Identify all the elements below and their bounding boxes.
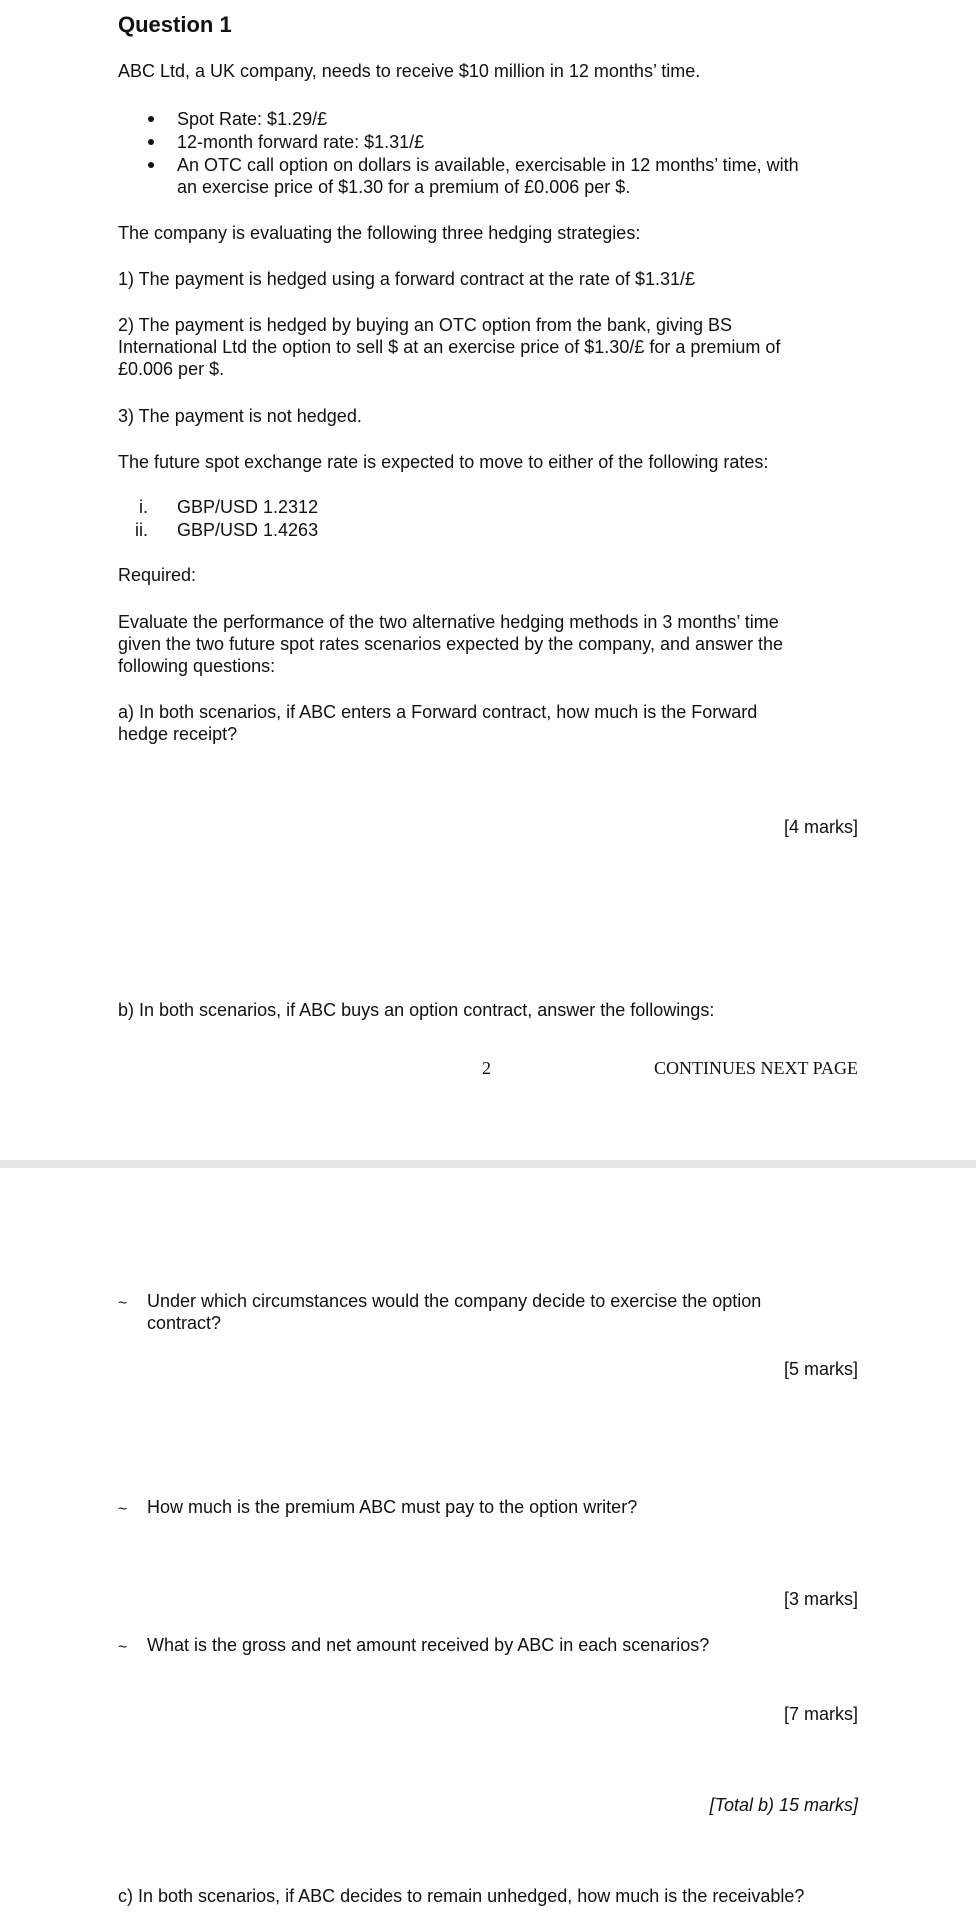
rate-number: i. xyxy=(139,497,148,517)
page-number: 2 xyxy=(482,1058,491,1078)
required-heading: Required: xyxy=(118,565,197,585)
bullet-otc-option-cont: an exercise price of $1.30 for a premium of £0.006 per $. xyxy=(177,177,631,197)
question-a-line-1: a) In both scenarios, if ABC enters a Forward contract, how much is the Forward xyxy=(118,702,758,722)
strategy-1: 1) The payment is hedged using a forward contract at the rate of $1.31/£ xyxy=(118,269,696,289)
rate-number: ii. xyxy=(135,520,148,540)
sub-question-2: How much is the premium ABC must pay to the option writer? xyxy=(147,1497,638,1517)
bullet-forward-rate: 12-month forward rate: $1.31/£ xyxy=(177,132,425,152)
marks-1: [5 marks] xyxy=(783,1359,858,1379)
question-title: Question 1 xyxy=(118,12,232,37)
marks-3: [7 marks] xyxy=(783,1704,858,1724)
bullet-dot xyxy=(148,162,154,168)
question-c: c) In both scenarios, if ABC decides to remain unhedged, how much is the receivable? xyxy=(118,1886,805,1906)
strategy-2-line-3: £0.006 per $. xyxy=(118,359,225,379)
strategy-2-line-1: 2) The payment is hedged by buying an OTC option from the bank, giving BS xyxy=(118,315,733,335)
marks-2: [3 marks] xyxy=(783,1589,858,1609)
question-b: b) In both scenarios, if ABC buys an option contract, answer the followings: xyxy=(118,1000,715,1020)
strategies-intro: The company is evaluating the following three hedging strategies: xyxy=(118,223,641,243)
tilde-bullet: ~ xyxy=(118,1295,128,1312)
strategy-2-line-2: International Ltd the option to sell $ at an exercise price of $1.30/£ for a premium of xyxy=(118,337,781,357)
tilde-bullet: ~ xyxy=(118,1501,128,1518)
sub-question-1-line-2: contract? xyxy=(147,1313,222,1333)
total-b-marks: [Total b) 15 marks] xyxy=(709,1795,858,1815)
continues-next-page: CONTINUES NEXT PAGE xyxy=(653,1058,858,1078)
bullet-spot-rate: Spot Rate: $1.29/£ xyxy=(177,109,328,129)
evaluate-line-2: given the two future spot rates scenarios expected by the company, and answer the xyxy=(118,634,784,654)
evaluate-line-1: Evaluate the performance of the two alternative hedging methods in 3 months’ time xyxy=(118,612,779,632)
question-a-line-2: hedge receipt? xyxy=(118,724,238,744)
bullet-dot xyxy=(148,116,154,122)
rate-scenario-1: GBP/USD 1.2312 xyxy=(177,497,319,517)
evaluate-line-3: following questions: xyxy=(118,656,276,676)
strategy-3: 3) The payment is not hedged. xyxy=(118,406,362,426)
rate-scenario-2: GBP/USD 1.4263 xyxy=(177,520,319,540)
page-divider xyxy=(0,1160,976,1168)
tilde-bullet: ~ xyxy=(118,1639,128,1656)
marks-a: [4 marks] xyxy=(783,817,858,837)
future-rates-intro: The future spot exchange rate is expected to move to either of the following rates: xyxy=(118,452,769,472)
bullet-otc-option: An OTC call option on dollars is available, exercisable in 12 months’ time, with xyxy=(177,155,799,175)
intro-text: ABC Ltd, a UK company, needs to receive $10 million in 12 months’ time. xyxy=(118,61,701,81)
sub-question-1-line-1: Under which circumstances would the company decide to exercise the option xyxy=(147,1291,762,1311)
bullet-dot xyxy=(148,139,154,145)
sub-question-3: What is the gross and net amount received by ABC in each scenarios? xyxy=(147,1635,710,1655)
